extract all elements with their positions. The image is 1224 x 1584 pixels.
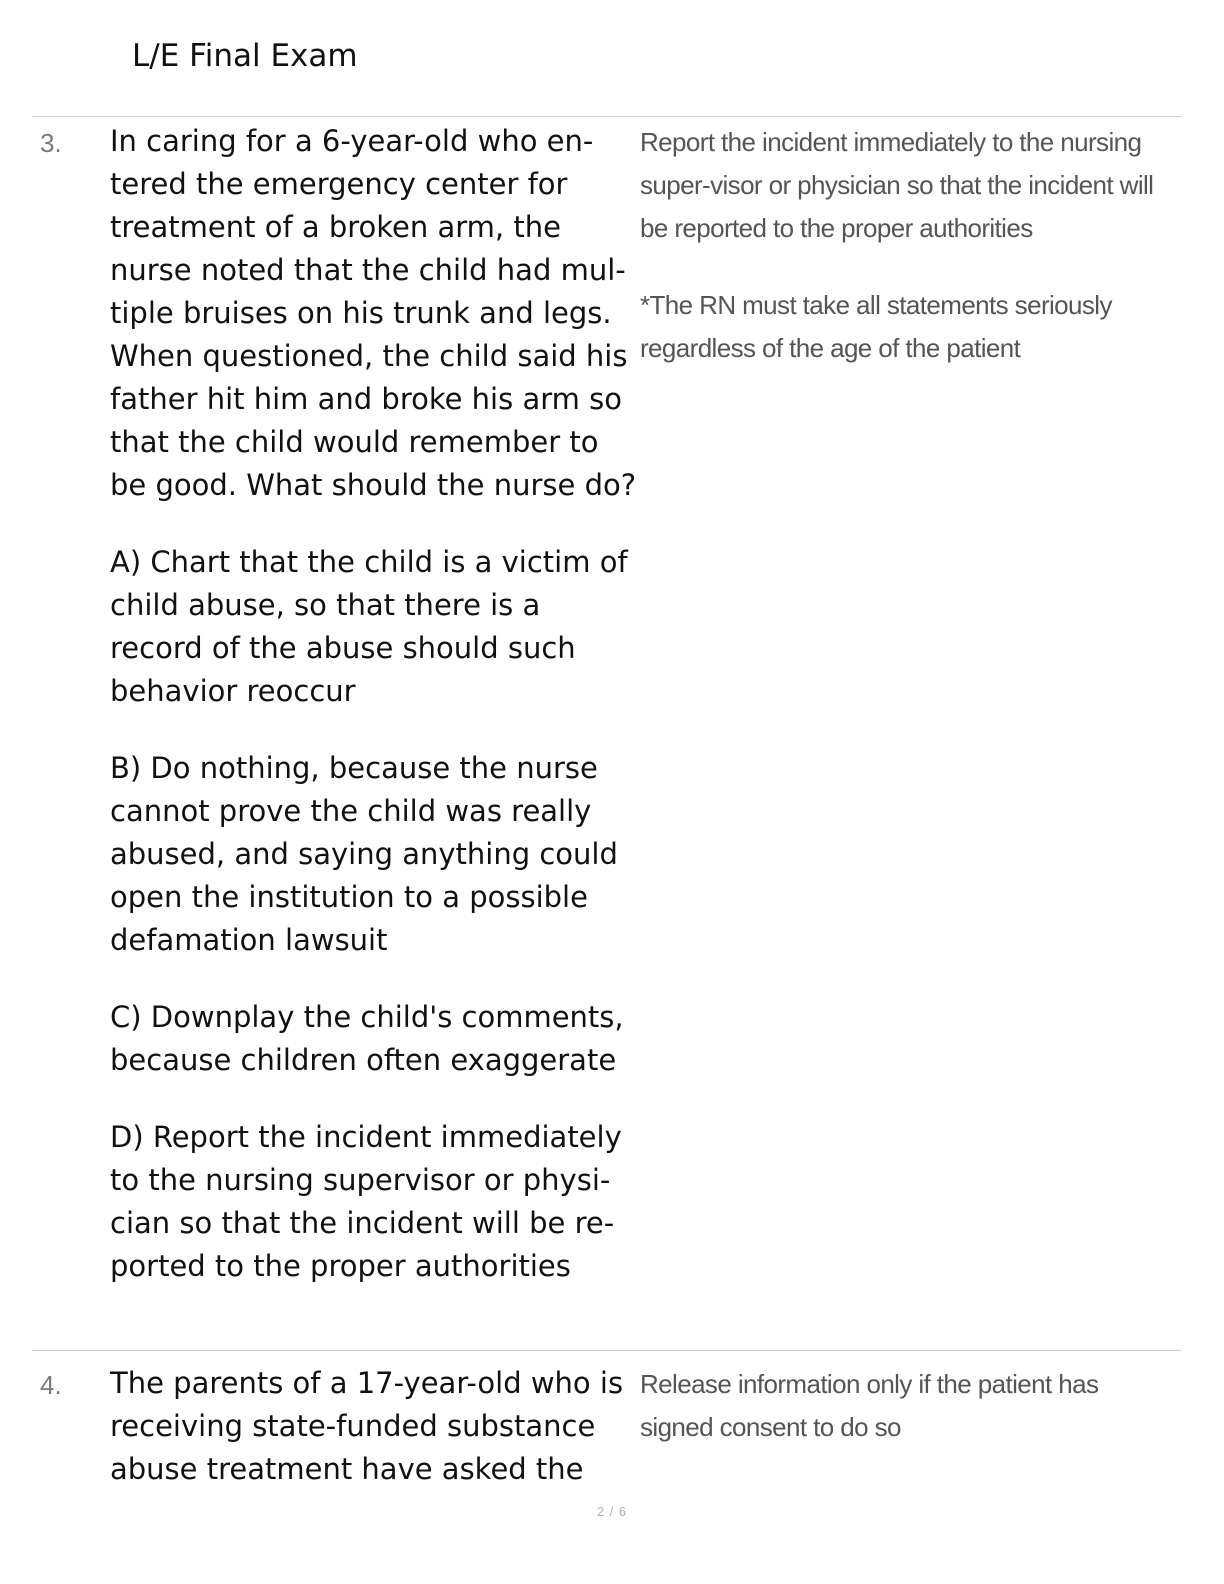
answer-4 [640,1363,1170,1449]
divider-mid [32,1350,1182,1351]
answer-note: *The RN must take all statements seriously regardless of the age of the patient [640,290,1112,363]
question-prompt: In caring for a 6-year-old who en-tered the emergency center for treatment of a broken arm, the nurse noted that the child had mul-tiple bruises on his trunk and legs. When questioned, the child said his father hit him and broke his arm so that the child would remember to be good. What should the nurse do? [110,124,637,502]
option-b: B) Do nothing, because the nurse cannot prove the child was really abused, and saying anything could open the institution to a possible defamation lawsuit [110,751,618,957]
page-number: 2 / 6 [596,1504,628,1519]
question-prompt: The parents of a 17-year-old who is receiving state-funded substance abuse treatment have asked the [110,1366,624,1486]
page-title: L/E Final Exam [132,38,358,74]
answer-text: Report the incident immediately to the nursing super-visor or physician so that the incident will be reported to the proper authorities [640,127,1154,243]
divider-top [32,116,1182,117]
answer-3 [640,121,1170,370]
option-c: C) Downplay the child's comments, because children often exaggerate [110,1000,624,1077]
question-number: 4. [40,1370,62,1400]
answer-text: Release information only if the patient has signed consent to do so [640,1369,1099,1442]
question-number: 3. [40,128,62,158]
option-a: A) Chart that the child is a victim of child abuse, so that there is a record of the abuse should such behavior reoccur [110,545,628,708]
option-d: D) Report the incident immediately to the nursing supervisor or physi-cian so that the incident will be re-ported to the proper authorities [110,1120,622,1283]
question-4 [110,1362,640,1491]
question-3 [110,120,640,1288]
